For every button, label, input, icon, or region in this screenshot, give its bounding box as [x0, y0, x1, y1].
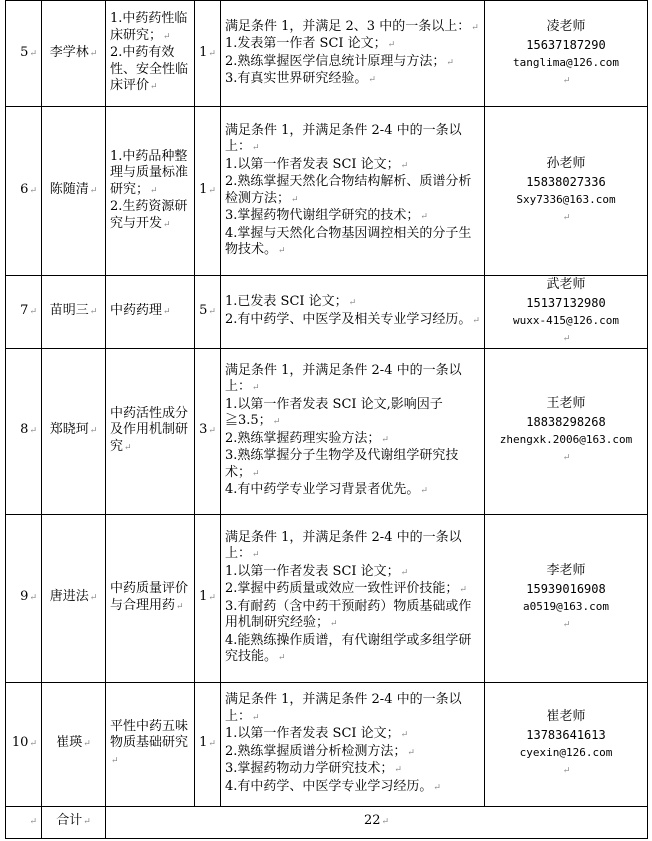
paragraph-mark-icon: ↵ — [387, 40, 396, 50]
contact-email: zhengxk.2006@163.com — [499, 433, 633, 447]
research-direction-line: 平性中药五味物质基础研究 — [110, 718, 189, 751]
row-number-cell — [6, 276, 42, 349]
research-direction-cell — [106, 1, 195, 107]
requirement-line — [225, 174, 480, 208]
requirement-line — [225, 312, 480, 330]
table-row — [6, 107, 648, 276]
requirement-line — [225, 54, 480, 72]
row-number: 6 — [20, 182, 29, 198]
requirement-line — [225, 226, 480, 260]
row-number-cell — [6, 1, 42, 107]
paragraph-mark-icon: ↵ — [291, 194, 299, 205]
research-direction-line: 中药药理 — [110, 303, 163, 318]
requirement-line — [225, 581, 480, 599]
requirements-cell — [221, 348, 485, 514]
supervisor-name: 崔瑛 — [56, 735, 83, 751]
total-value-cell — [106, 806, 648, 838]
paragraph-mark-icon: ↵ — [29, 593, 37, 604]
paragraph-mark-icon: ↵ — [562, 620, 571, 631]
requirement-line — [225, 123, 480, 157]
supervisor-name-cell — [42, 514, 106, 682]
row-number: 9 — [20, 589, 29, 605]
requirement-text: 3.有真实世界研究经验。 — [225, 71, 368, 86]
table-row — [6, 1, 648, 107]
paragraph-mark-icon: ↵ — [278, 246, 286, 256]
paragraph-mark-icon: ↵ — [29, 186, 37, 197]
requirement-line — [225, 363, 480, 397]
positions-count-cell — [195, 348, 221, 514]
requirement-text: 2.有中药学、中医学及相关专业学习经历。 — [225, 311, 472, 327]
table-row — [6, 276, 648, 349]
contact-email: wuxx-415@126.com — [513, 314, 619, 327]
positions-count: 5 — [199, 303, 208, 318]
requirement-text: 满足条件 1，并满足条件 2-4 中的一条以上： — [225, 362, 462, 394]
paragraph-mark-icon: ↵ — [208, 307, 216, 317]
positions-count: 1 — [199, 44, 208, 60]
supervisor-name-cell — [42, 1, 106, 107]
requirement-text: 2.熟练掌握质谱分析检测方法； — [225, 743, 407, 759]
paragraph-mark-icon: ↵ — [252, 550, 260, 560]
requirement-text: 1.发表第一作者 SCI 论文； — [225, 36, 387, 51]
positions-count-cell — [195, 1, 221, 107]
positions-count: 1 — [199, 589, 208, 605]
positions-count: 1 — [199, 182, 208, 198]
requirements-cell — [221, 514, 485, 682]
requirements-cell — [221, 1, 485, 107]
paragraph-mark-icon: ↵ — [368, 75, 376, 85]
requirement-text: 2.掌握中药质量或效应一致性评价技能； — [225, 581, 459, 596]
requirement-text: 满足条件 1，并满足条件 2-4 中的一条以上： — [225, 122, 462, 154]
paragraph-mark-icon: ↵ — [278, 653, 286, 663]
requirement-text: 3.掌握药物动力学研究技术； — [225, 761, 394, 776]
paragraph-mark-icon: ↵ — [208, 48, 216, 59]
supervisor-name-cell — [42, 682, 106, 806]
paragraph-mark-icon: ↵ — [562, 766, 571, 777]
paragraph-mark-icon: ↵ — [29, 426, 37, 437]
paragraph-mark-icon: ↵ — [400, 730, 409, 740]
supervisor-name-cell — [42, 276, 106, 349]
requirement-text: 2.熟练掌握医学信息统计原理与方法； — [225, 53, 446, 69]
row-number: 7 — [20, 303, 29, 318]
requirement-line — [225, 633, 480, 667]
contact-phone: 15939016908 — [526, 582, 606, 597]
contact-phone: 15137132980 — [526, 296, 606, 310]
contact-phone: 13783641613 — [526, 728, 606, 743]
requirement-text: 4.能熟练操作质谱，有代谢组学或多组学研究技能。 — [225, 632, 472, 664]
requirement-text: 2.熟练掌握药理实验方法； — [225, 430, 381, 446]
requirement-line — [225, 761, 480, 779]
paragraph-mark-icon: ↵ — [562, 213, 571, 224]
contact-email: a0519@163.com — [522, 600, 610, 614]
supervisor-name: 陈随清 — [49, 182, 89, 198]
row-number-cell — [6, 682, 42, 806]
paragraph-mark-icon: ↵ — [381, 434, 389, 445]
recruitment-table — [5, 0, 648, 839]
requirement-text: 4.掌握与天然化合物基因调控相关的分子生物技术。 — [225, 225, 472, 257]
contact-teacher: 武老师 — [546, 277, 586, 292]
paragraph-mark-icon: ↵ — [272, 417, 281, 427]
paragraph-mark-icon: ↵ — [124, 442, 132, 453]
supervisor-name-cell — [42, 107, 106, 276]
contact-phone: 18838298268 — [526, 415, 606, 430]
paragraph-mark-icon: ↵ — [330, 619, 338, 629]
paragraph-mark-icon: ↵ — [150, 82, 158, 93]
requirement-line — [225, 599, 480, 633]
requirement-line — [225, 530, 480, 564]
total-value: 22 — [363, 813, 381, 829]
row-number: 8 — [20, 422, 29, 438]
paragraph-mark-icon: ↵ — [407, 747, 415, 758]
contact-cell — [485, 1, 648, 107]
paragraph-mark-icon: ↵ — [400, 160, 409, 171]
paragraph-mark-icon: ↵ — [89, 48, 98, 59]
contact-phone: 15637187290 — [526, 37, 606, 52]
paragraph-mark-icon: ↵ — [29, 307, 37, 317]
paragraph-mark-icon: ↵ — [400, 567, 409, 578]
requirement-line — [225, 726, 480, 744]
paragraph-mark-icon: ↵ — [163, 307, 171, 317]
requirement-line — [225, 431, 480, 449]
requirement-text: 2.熟练掌握天然化合物结构解析、质谱分析检测方法； — [225, 174, 472, 206]
research-direction-cell — [106, 276, 195, 349]
total-label: 合计 — [56, 813, 83, 829]
paragraph-mark-icon: ↵ — [208, 739, 216, 750]
research-direction-cell — [106, 514, 195, 682]
paragraph-mark-icon: ↵ — [208, 186, 216, 197]
requirement-line — [225, 564, 480, 582]
paragraph-mark-icon: ↵ — [433, 782, 441, 793]
requirements-cell — [221, 107, 485, 276]
paragraph-mark-icon: ↵ — [83, 817, 91, 828]
requirement-line — [225, 482, 480, 500]
paragraph-mark-icon: ↵ — [89, 307, 98, 317]
paragraph-mark-icon: ↵ — [562, 334, 571, 344]
research-direction-line: 中药质量评价与合理用药 — [110, 581, 189, 613]
total-label-cell — [42, 806, 106, 838]
contact-teacher: 王老师 — [546, 396, 586, 412]
contact-cell — [485, 276, 648, 349]
paragraph-mark-icon: ↵ — [252, 712, 260, 723]
requirement-text: 3.有耐药（含中药干预耐药）物质基础或作用机制研究经验； — [225, 598, 472, 630]
contact-teacher: 孙老师 — [546, 156, 586, 172]
requirement-line — [225, 19, 480, 37]
requirement-line — [225, 448, 480, 482]
row-number-cell — [6, 514, 42, 682]
contact-cell — [485, 107, 648, 276]
research-direction-line: 2.生药资源研究与开发 — [110, 199, 188, 231]
table-row — [6, 682, 648, 806]
positions-count-cell — [195, 107, 221, 276]
supervisor-name: 唐进法 — [49, 589, 89, 605]
positions-count-cell — [195, 682, 221, 806]
research-direction-line: 2.中药有效性、安全性临床评价 — [110, 45, 189, 94]
positions-count-cell — [195, 276, 221, 349]
paragraph-mark-icon: ↵ — [381, 817, 390, 828]
paragraph-mark-icon: ↵ — [446, 57, 454, 68]
supervisor-name-cell — [42, 348, 106, 514]
requirement-line — [225, 36, 480, 54]
paragraph-mark-icon: ↵ — [394, 765, 402, 775]
paragraph-mark-icon: ↵ — [252, 383, 260, 393]
table-row — [6, 348, 648, 514]
contact-phone: 15838027336 — [526, 175, 606, 190]
requirement-text: 1.已发表 SCI 论文； — [225, 294, 348, 310]
paragraph-mark-icon: ↵ — [208, 593, 216, 604]
research-direction-line: 1.中药品种整理与质量标准研究； — [110, 148, 189, 197]
table-row — [6, 514, 648, 682]
paragraph-mark-icon: ↵ — [163, 219, 171, 230]
contact-cell — [485, 682, 648, 806]
paragraph-mark-icon: ↵ — [29, 817, 37, 828]
contact-email: Sxy7336@163.com — [516, 193, 616, 207]
requirement-line — [225, 779, 480, 797]
paragraph-mark-icon: ↵ — [83, 739, 91, 750]
requirement-text: 1.以第一作者发表 SCI 论文,影响因子≧3.5； — [225, 396, 443, 428]
requirement-text: 1.以第一作者发表 SCI 论文； — [225, 563, 400, 579]
requirement-line — [225, 208, 480, 226]
paragraph-mark-icon: ↵ — [562, 75, 571, 86]
research-direction-cell — [106, 682, 195, 806]
paragraph-mark-icon: ↵ — [29, 739, 37, 750]
row-number: 10 — [11, 735, 29, 751]
requirement-line — [225, 744, 480, 762]
supervisor-name: 郑晓珂 — [49, 422, 89, 438]
paragraph-mark-icon: ↵ — [208, 426, 216, 437]
contact-cell — [485, 514, 648, 682]
research-direction-line: 1.中药药性临床研究； — [110, 11, 188, 43]
paragraph-mark-icon: ↵ — [89, 593, 98, 604]
positions-count: 3 — [199, 422, 208, 438]
row-number-cell — [6, 348, 42, 514]
positions-count: 1 — [199, 735, 208, 751]
contact-cell — [485, 348, 648, 514]
paragraph-mark-icon: ↵ — [89, 426, 98, 437]
row-number: 5 — [20, 44, 29, 60]
contact-teacher: 崔老师 — [546, 709, 586, 725]
contact-email: tanglima@126.com — [513, 55, 619, 69]
paragraph-mark-icon: ↵ — [89, 186, 98, 197]
paragraph-mark-icon: ↵ — [252, 468, 260, 479]
paragraph-mark-icon: ↵ — [150, 185, 158, 196]
paragraph-mark-icon: ↵ — [163, 31, 171, 42]
paragraph-mark-icon: ↵ — [252, 143, 260, 153]
research-direction-line: 中药活性成分及作用机制研究 — [110, 405, 189, 454]
paragraph-mark-icon: ↵ — [420, 486, 428, 496]
contact-teacher: 凌老师 — [546, 18, 586, 34]
total-row — [6, 806, 648, 838]
requirement-text: 3.熟练掌握分子生物学及代谢组学研究技术； — [225, 448, 459, 480]
positions-count-cell — [195, 514, 221, 682]
requirement-line — [225, 692, 480, 726]
requirements-cell — [221, 682, 485, 806]
requirement-line — [225, 157, 480, 175]
requirement-line — [225, 294, 480, 312]
paragraph-mark-icon: ↵ — [29, 48, 37, 59]
requirement-text: 1.以第一作者发表 SCI 论文； — [225, 156, 400, 172]
supervisor-name: 李学林 — [49, 44, 89, 60]
requirement-text: 4.有中药学、中医学专业学习经历。 — [225, 778, 433, 794]
research-direction-cell — [106, 348, 195, 514]
paragraph-mark-icon: ↵ — [471, 22, 479, 33]
paragraph-mark-icon: ↵ — [111, 755, 119, 766]
paragraph-mark-icon: ↵ — [420, 212, 428, 222]
requirement-text: 满足条件 1，并满足条件 2-4 中的一条以上： — [225, 529, 462, 561]
paragraph-mark-icon: ↵ — [176, 601, 184, 612]
requirement-text: 满足条件 1，并满足条件 2-4 中的一条以上： — [225, 692, 462, 724]
requirement-text: 3.掌握药物代谢组学研究的技术； — [225, 208, 420, 223]
requirement-line — [225, 397, 480, 431]
paragraph-mark-icon: ↵ — [562, 453, 571, 464]
supervisor-name: 苗明三 — [49, 303, 89, 318]
research-direction-cell — [106, 107, 195, 276]
row-number-cell — [6, 107, 42, 276]
contact-email: cyexin@126.com — [519, 746, 613, 760]
total-empty-cell — [6, 806, 42, 838]
requirements-cell — [221, 276, 485, 349]
requirement-text: 4.有中药学专业学习背景者优先。 — [225, 482, 420, 497]
requirement-line — [225, 71, 480, 89]
paragraph-mark-icon: ↵ — [348, 298, 357, 309]
paragraph-mark-icon: ↵ — [459, 585, 467, 595]
requirement-text: 满足条件 1，并满足 2、3 中的一条以上： — [225, 18, 471, 34]
requirement-text: 1.以第一作者发表 SCI 论文； — [225, 726, 400, 741]
paragraph-mark-icon: ↵ — [472, 315, 480, 326]
contact-teacher: 李老师 — [546, 563, 586, 579]
